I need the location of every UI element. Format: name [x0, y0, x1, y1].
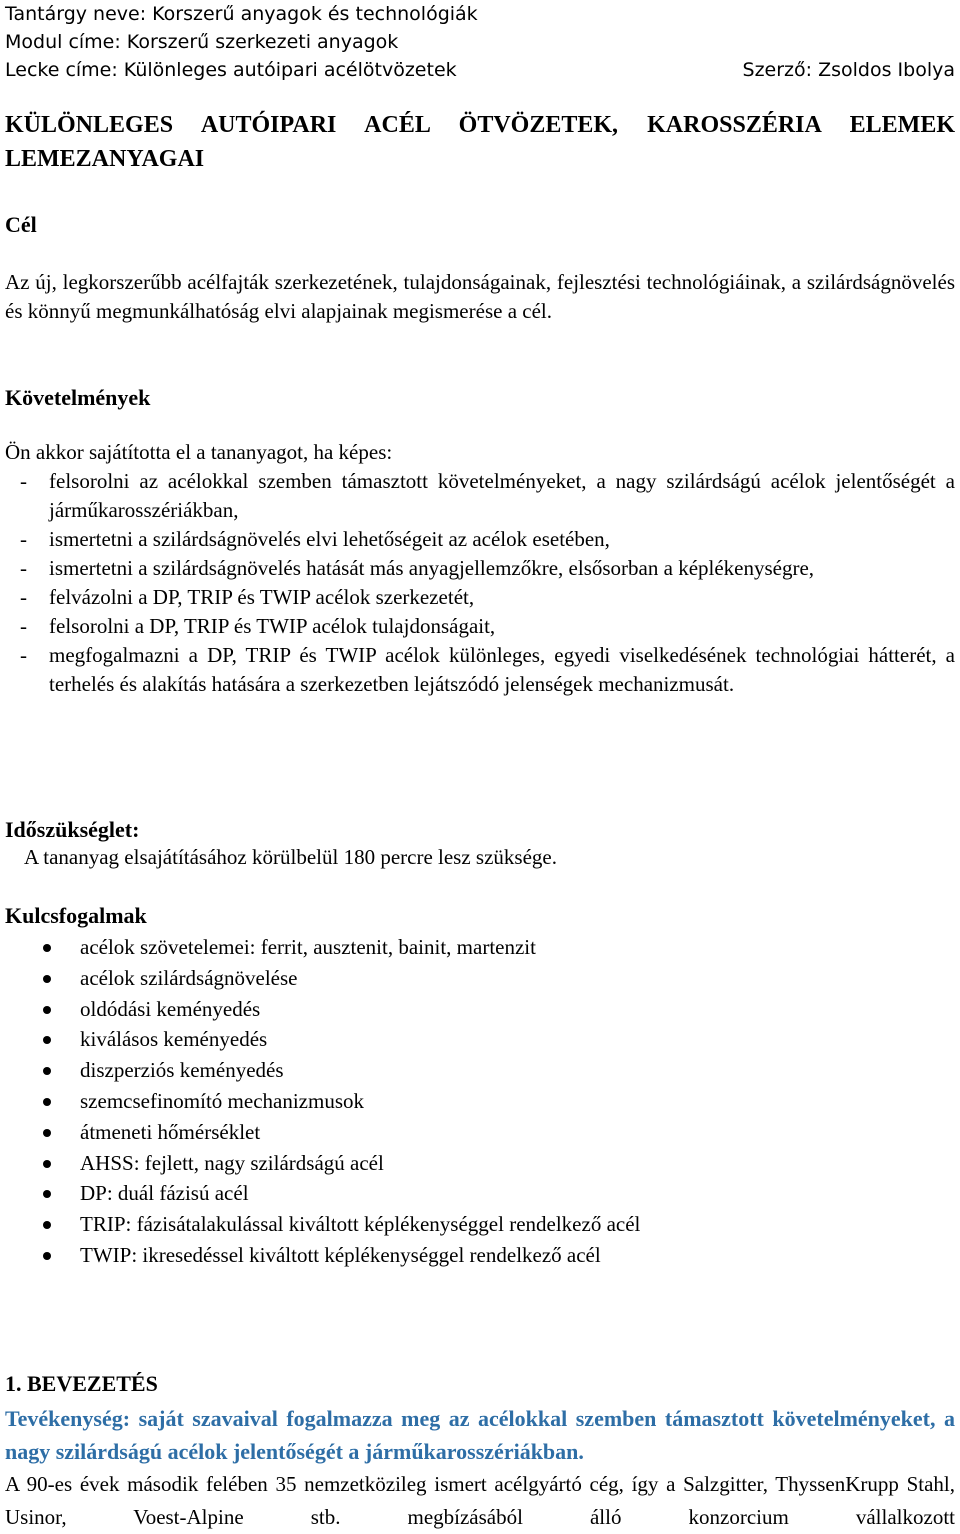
key-concept-item: [5, 1178, 955, 1209]
bullet-icon: [43, 1098, 51, 1106]
requirement-text: felvázolni a DP, TRIP és TWIP acélok szerkezetét,: [49, 585, 475, 609]
header-module: Modul címe: Korszerű szerkezeti anyagok: [5, 31, 399, 53]
header-lesson: Lecke címe: Különleges autóipari acélötvözetek: [5, 59, 457, 81]
requirement-item: [5, 612, 955, 641]
key-concept-item: [5, 1024, 955, 1055]
key-concept-text: TRIP: fázisátalakulással kiváltott képlékenységgel rendelkező acél: [80, 1212, 641, 1237]
key-concept-item: [5, 1148, 955, 1179]
key-concept-item: [5, 932, 955, 963]
requirement-text: megfogalmazni a DP, TRIP és TWIP acélok különleges, egyedi viselkedésének technológiai hátterét, a terhelés és alakítás hatására a szerkezetben lejátszódó jelenségek mechanizmusát.: [49, 643, 955, 696]
goal-text: Az új, legkorszerűbb acélfajták szerkezetének, tulajdonságainak, fejlesztési technológiáinak, a szilárdságnövelés és könnyű megmunkálhatóság elvi alapjainak megismerése a cél.: [5, 270, 955, 323]
requirement-text: ismertetni a szilárdságnövelés elvi lehetőségeit az acélok esetében,: [49, 527, 610, 551]
dash-marker: -: [20, 643, 27, 667]
header-author: Szerző: Zsoldos Ibolya: [742, 59, 955, 81]
dash-marker: -: [20, 556, 27, 580]
key-concept-text: kiválásos keményedés: [80, 1027, 268, 1052]
requirement-text: ismertetni a szilárdságnövelés hatását más anyagjellemzőkre, elsősorban a képlékenységre,: [49, 556, 815, 580]
key-concept-item: [5, 1209, 955, 1240]
requirement-text: felsorolni az acélokkal szemben támasztott követelményeket, a nagy szilárdságú acélok jelentőségét a járműkarosszériákban,: [49, 469, 955, 522]
bullet-icon: [43, 1129, 51, 1137]
key-concept-item: [5, 1055, 955, 1086]
requirements-list: [5, 467, 955, 699]
key-concept-text: oldódási keményedés: [80, 996, 261, 1021]
bullet-icon: [43, 1006, 51, 1014]
key-concept-item: [5, 1240, 955, 1271]
header-subject: Tantárgy neve: Korszerű anyagok és technológiák: [5, 3, 478, 25]
requirement-item: [5, 641, 955, 699]
key-concept-item: [5, 1117, 955, 1148]
bullet-icon: [43, 1252, 51, 1260]
document-title: KÜLÖNLEGES AUTÓIPARI ACÉL ÖTVÖZETEK, KAROSSZÉRIA ELEMEK LEMEZANYAGAI: [5, 112, 955, 172]
key-concepts-heading: Kulcsfogalmak: [5, 903, 147, 928]
dash-marker: -: [20, 585, 27, 609]
bullet-icon: [43, 1160, 51, 1168]
key-concept-text: diszperziós keményedés: [80, 1058, 284, 1083]
dash-marker: -: [20, 469, 27, 493]
bullet-icon: [43, 1190, 51, 1198]
key-concept-text: szemcsefinomító mechanizmusok: [80, 1088, 365, 1113]
requirement-item: [5, 554, 955, 583]
key-concept-item: [5, 1086, 955, 1117]
key-concept-text: TWIP: ikresedéssel kiváltott képlékenységgel rendelkező acél: [80, 1242, 601, 1267]
key-concept-text: átmeneti hőmérséklet: [80, 1119, 261, 1144]
introduction-text: A 90-es évek második felében 35 nemzetközileg ismert acélgyártó cég, így a Salzgitter, ThyssenKrupp Stahl, Usinor, Voest-Alpine stb. megbízásából álló konzorcium vállalkozott: [5, 1472, 955, 1529]
introduction-heading: 1. BEVEZETÉS: [5, 1371, 158, 1396]
requirement-item: [5, 467, 955, 525]
requirements-heading: Követelmények: [5, 385, 151, 410]
header-module-line: [5, 28, 955, 56]
bullet-icon: [43, 1221, 51, 1229]
key-concepts-list: [5, 932, 955, 1271]
key-concept-text: AHSS: fejlett, nagy szilárdságú acél: [80, 1150, 384, 1175]
header-lesson-line: [5, 56, 955, 84]
activity-text: Tevékenység: saját szavaival fogalmazza meg az acélokkal szemben támasztott követelményeket, a nagy szilárdságú acélok jelentőségét a járműkarosszériákban.: [5, 1406, 955, 1464]
key-concept-text: acélok szilárdságnövelése: [80, 965, 298, 990]
time-heading: Időszükséglet:: [5, 817, 140, 842]
requirements-intro: Ön akkor sajátította el a tananyagot, ha képes:: [5, 440, 393, 464]
key-concept-item: [5, 994, 955, 1025]
key-concept-text: DP: duál fázisú acél: [80, 1181, 249, 1206]
time-text: A tananyag elsajátításához körülbelül 180 percre lesz szüksége.: [24, 845, 557, 869]
requirement-item: [5, 525, 955, 554]
goal-heading: Cél: [5, 212, 37, 237]
bullet-icon: [43, 1067, 51, 1075]
bullet-icon: [43, 1036, 51, 1044]
key-concept-text: acélok szövetelemei: ferrit, ausztenit, bainit, martenzit: [80, 935, 536, 959]
dash-marker: -: [20, 527, 27, 551]
dash-marker: -: [20, 614, 27, 638]
requirement-item: [5, 583, 955, 612]
header-subject-line: [5, 0, 955, 28]
bullet-icon: [43, 944, 51, 952]
requirement-text: felsorolni a DP, TRIP és TWIP acélok tulajdonságait,: [49, 614, 496, 638]
key-concept-item: [5, 963, 955, 994]
bullet-icon: [43, 975, 51, 983]
